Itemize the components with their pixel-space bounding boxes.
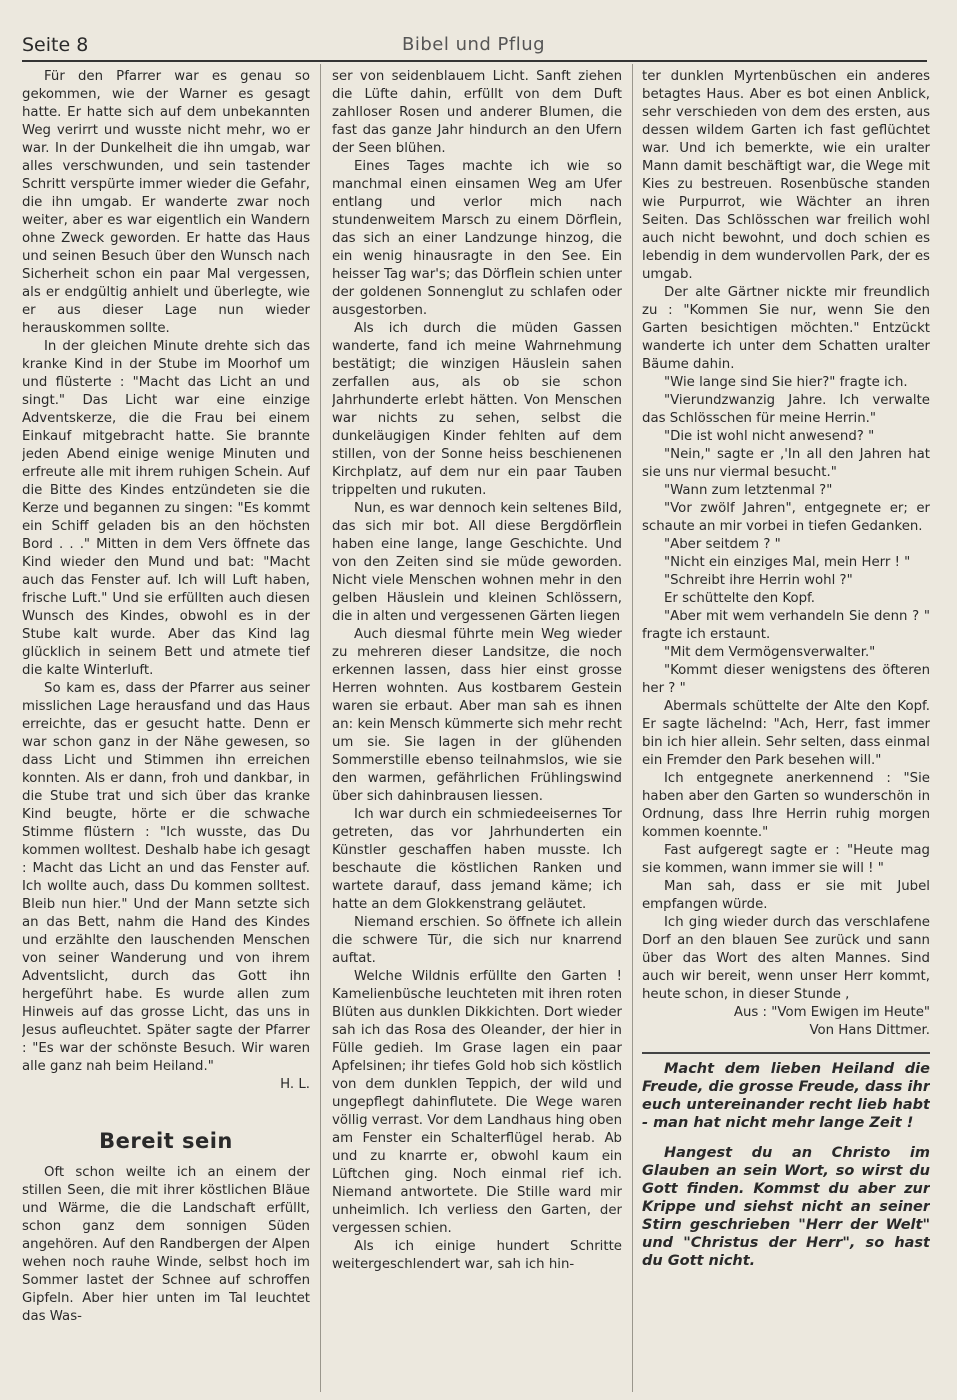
article-paragraph: Er schüttelte den Kopf.	[664, 591, 815, 606]
article-heading: Bereit sein	[99, 1129, 233, 1153]
article-paragraph: In der gleichen Minute drehte sich das kranke Kind in der Stube im Moorhof um und flüsterte : "Macht das Licht an und singt." Das Licht war eine einzige Adventskerze, die die Frau bei einem Einkauf mitgebracht hatte. Sie brannte jeden Abend einige wenige Minuten und erfreute alle mit ihrem ruhigen Schein. Auf die Bitte des Kindes entzündeten sie die Kerze und begannen zu singen: "Es kommt ein Schiff geladen bis an den höchsten Bord . . ." Mitten in dem Vers öffnete das Kind wieder den Mund und bat: "Macht auch das Fenster auf. Ich will Luft haben, frische Luft." Und sie erfüllten auch diesen Wunsch des Kindes, obwohl es in der Stube kalt wurde. Aber das Kind lag glücklich in seinem Bett und atmete tief die kalte Winterluft.	[22, 339, 310, 678]
article-paragraph: Abermals schüttelte der Alte den Kopf. Er sagte lächelnd: "Ach, Herr, fast immer bin ich hier allein. Sehr selten, dass einmal ein Fremder den Park besehen will."	[642, 699, 930, 768]
article-paragraph: Ich ging wieder durch das verschlafene Dorf an den blauen See zurück und sann über das Wort des alten Mannes. Sind auch wir bereit, wenn unser Herr kommt, heute schon, in dieser Stunde ,	[642, 915, 930, 1002]
article-paragraph: "Die ist wohl nicht anwesend? "	[664, 429, 875, 444]
callout-box	[642, 1052, 930, 1270]
column-divider	[632, 64, 633, 1392]
article-paragraph: Auch diesmal führte mein Weg wieder zu mehreren dieser Landsitze, die noch erkennen lassen, dass hier einst grosse Herren wohnten. Aus kostbarem Gestein waren sie erbaut. Aber man sah es ihnen an: kein Mensch kümmerte sich mehr recht um sie. Sie lagen in der glühenden Sommerstille ebenso teilnahmslos, wie sie den warmen, gefährlichen Frühlingswind über sich dahinbrausen liessen.	[332, 627, 622, 804]
article-paragraph: Ich war durch ein schmiedeeisernes Tor getreten, das vor Jahrhunderten ein Künstler geschaffen haben musste. Ich beschaute die köstlichen Ranken und wartete darauf, dass jemand käme; ich hatte an dem Glokkenstrang geläutet.	[332, 807, 622, 912]
callout-text: Hangest du an Christo im Glauben an sein Wort, so wirst du Gott finden. Kommst du aber zur Krippe und siehst nicht an seiner Stirn geschrieben "Herr der Welt" und "Christus der Herr", so hast du Gott nicht.	[642, 1145, 930, 1269]
article-paragraph: So kam es, dass der Pfarrer aus seiner misslichen Lage herausfand und das Haus erreichte, das er gesucht hatte. Denn er war schon ganz in der Nähe gewesen, so dass Licht und Stimmen ihn erreichen konnten. Als er dann, froh und dankbar, in die Stube trat und sich über das kranke Kind beugte, hörte er die schwache Stimme flüstern : "Ich wusste, das Du kommen wolltest. Deshalb habe ich gesagt : Macht das Licht an und das Fenster auf. Ich wollte auch, dass Du kommen solltest. Bleib nun hier." Und der Mann setzte sich an das Bett, nahm die Hand des Kindes und erzählte den lauschenden Menschen von seiner Wanderung und von ihrem Adventslicht, durch das Gott ihn hergeführt habe. Es wurde allen zum Hinweis auf das grosse Licht, das uns in Jesus aufleuchtet. Später sagte der Pfarrer : "Es war der schönste Besuch. Wir waren alle ganz nah beim Heiland."	[22, 681, 310, 1074]
article-paragraph: Man sah, dass er sie mit Jubel empfangen würde.	[642, 879, 930, 912]
article-paragraph: "Mit dem Vermögensverwalter."	[664, 645, 876, 660]
article-paragraph: ter dunklen Myrtenbüschen ein anderes betagtes Haus. Aber es bot einen Anblick, sehr verschieden von dem des ersten, aus dessen wildem Garten ich fast geflüchtet war. Und ich bemerkte, wie ein uralter Mann damit beschäftigt war, die Wege mit Kies zu bestreuen. Rosenbüsche standen wie Purpurrot, wie Wächter an ihren Seiten. Das Schlösschen war freilich wohl auch nicht bewohnt, und doch schien es lebendig in dem wundervollen Park, der es umgab.	[642, 69, 930, 282]
column-3	[642, 68, 930, 1390]
article-paragraph: Als ich durch die müden Gassen wanderte, fand ich meine Wahrnehmung bestätigt; die winzigen Häuslein sahen zerfallen aus, als ob sie schon Jahrhunderte erlebt hätten. Von Menschen war nichts zu sehen, selbst die dunkeläugigen Kinder fehlten auf dem stillen, von der Sonne heiss beschienenen Kirchplatz, auf dem nur ein paar Tauben trippelten und rukuten.	[332, 321, 622, 498]
article-paragraph: Für den Pfarrer war es genau so gekommen, wie der Warner es gesagt hatte. Er hatte sich auf dem unbekannten Weg verirrt und wusste nicht mehr, wo er war. In der Dunkelheit die ihn umgab, war alles verschwunden, und sein tastender Schritt verspürte immer wieder die Gefahr, die ihn umgab. Er wanderte zwar noch weiter, aber es war eigentlich ein Wandern ohne Zweck geworden. Er hatte das Haus und seinen Besuch über den Wunsch nach Sicherheit schon ein paar Mal vergessen, als er endgültig anhielt und überlegte, wie er aus dieser Lage nun wieder herauskommen sollte.	[22, 69, 310, 336]
article-paragraph: Der alte Gärtner nickte mir freundlich zu : "Kommen Sie nur, wenn Sie den Garten besichtigen möchten." Entzückt wanderte ich unter dem Schatten uralter Bäume dahin.	[642, 285, 930, 372]
running-title: Bibel und Pflug	[402, 34, 546, 55]
article-paragraph: "Aber mit wem verhandeln Sie denn ? " fragte ich erstaunt.	[642, 609, 930, 642]
callout-spacer	[642, 1132, 930, 1144]
callout-text: Macht dem lieben Heiland die Freude, die grosse Freude, dass ihr euch untereinander recht lieb habt - man hat nicht mehr lange Zeit !	[642, 1061, 930, 1131]
article-paragraph: Welche Wildnis erfüllte den Garten ! Kamelienbüsche leuchteten mit ihren roten Blüten aus dunklen Dikkichten. Dort wieder sah ich das Rosa des Oleander, der hier in Fülle gedieh. Im Grase lagen ein paar Apfelsinen; ihr tiefes Gold hob sich köstlich von dem dunklen Teppich, der wild und ungepflegt dahinflutete. Die Wege waren völlig verrast. Vor dem Landhaus hing oben am Fenster ein Schalterflügel herab. Ab und zu knarrte er, obwohl kaum ein Lüftchen ging. Noch einmal rief ich. Niemand antwortete. Die Stille ward mir unheimlich. Ich verliess den Garten, der vergessen schien.	[332, 969, 622, 1236]
source-line: Aus : "Vom Ewigen im Heute"	[733, 1005, 930, 1020]
article-paragraph: ser von seidenblauem Licht. Sanft ziehen die Lüfte dahin, erfüllt von dem Duft zahlloser Rosen und anderer Blumen, die fast das ganze Jahr hindurch an den Ufern der Seen blühen.	[332, 69, 622, 156]
article-paragraph: Oft schon weilte ich an einem der stillen Seen, die mit ihrer köstlichen Bläue und Wärme, die die Landschaft erfüllt, schon ganz dem sonnigen Süden angehören. Auf den Randbergen der Alpen wehen noch rauhe Winde, selbst hoch im Sommer lastet der Schnee auf schroffen Gipfeln. Aber hier unten im Tal leuchtet das Was-	[22, 1165, 310, 1324]
article-paragraph: Eines Tages machte ich wie so manchmal einen einsamen Weg am Ufer entlang und verlor mich nach stundenweitem Marsch zu einem Dörflein, das sich an einer Landzunge hinzog, die ein wenig hinausragte in den See. Ein heisser Tag war's; das Dörflein schien unter der goldenen Sonnenglut zu schlafen oder ausgestorben.	[332, 159, 622, 318]
page-number: Seite 8	[22, 34, 89, 56]
article-paragraph: "Vierundzwanzig Jahre. Ich verwalte das Schlösschen für meine Herrin."	[642, 393, 930, 426]
article-paragraph: Ich entgegnete anerkennend : "Sie haben aber den Garten so wunderschön in Ordnung, dass Ihre Herrin ruhig morgen kommen koennte."	[642, 771, 930, 840]
article-paragraph: "Wie lange sind Sie hier?" fragte ich.	[664, 375, 908, 390]
article-paragraph: Als ich einige hundert Schritte weitergeschlendert war, sah ich hin-	[332, 1239, 622, 1272]
author-signature: H. L.	[280, 1077, 310, 1092]
article-paragraph: "Aber seitdem ? "	[664, 537, 781, 552]
column-divider	[320, 64, 321, 1392]
article-paragraph: "Nein," sagte er ,'In all den Jahren hat sie uns nur viermal besucht."	[642, 447, 930, 480]
page-header	[22, 30, 927, 62]
article-paragraph: Niemand erschien. So öffnete ich allein die schwere Tür, die sich nur knarrend auftat.	[332, 915, 622, 966]
article-paragraph: "Nicht ein einziges Mal, mein Herr ! "	[664, 555, 911, 570]
article-paragraph: "Wann zum letztenmal ?"	[664, 483, 833, 498]
article-paragraph: Fast aufgeregt sagte er : "Heute mag sie kommen, wann immer sie will ! "	[642, 843, 930, 876]
column-1	[22, 68, 310, 1390]
article-paragraph: Nun, es war dennoch kein seltenes Bild, das sich mir bot. All diese Bergdörflein haben eine lange, lange Geschichte. Und von den Zeiten sind sie müde geworden. Nicht viele Menschen wohnen mehr in den gelben Häuslein und kleinen Schlössern, die in alten und vergessenen Gärten liegen	[332, 501, 622, 624]
source-author: Von Hans Dittmer.	[809, 1023, 930, 1038]
article-paragraph: "Kommt dieser wenigstens des öfteren her ? "	[642, 663, 930, 696]
column-2	[332, 68, 622, 1390]
article-paragraph: "Vor zwölf Jahren", entgegnete er; er schaute an mir vorbei in tiefen Gedanken.	[642, 501, 930, 534]
article-paragraph: "Schreibt ihre Herrin wohl ?"	[664, 573, 853, 588]
